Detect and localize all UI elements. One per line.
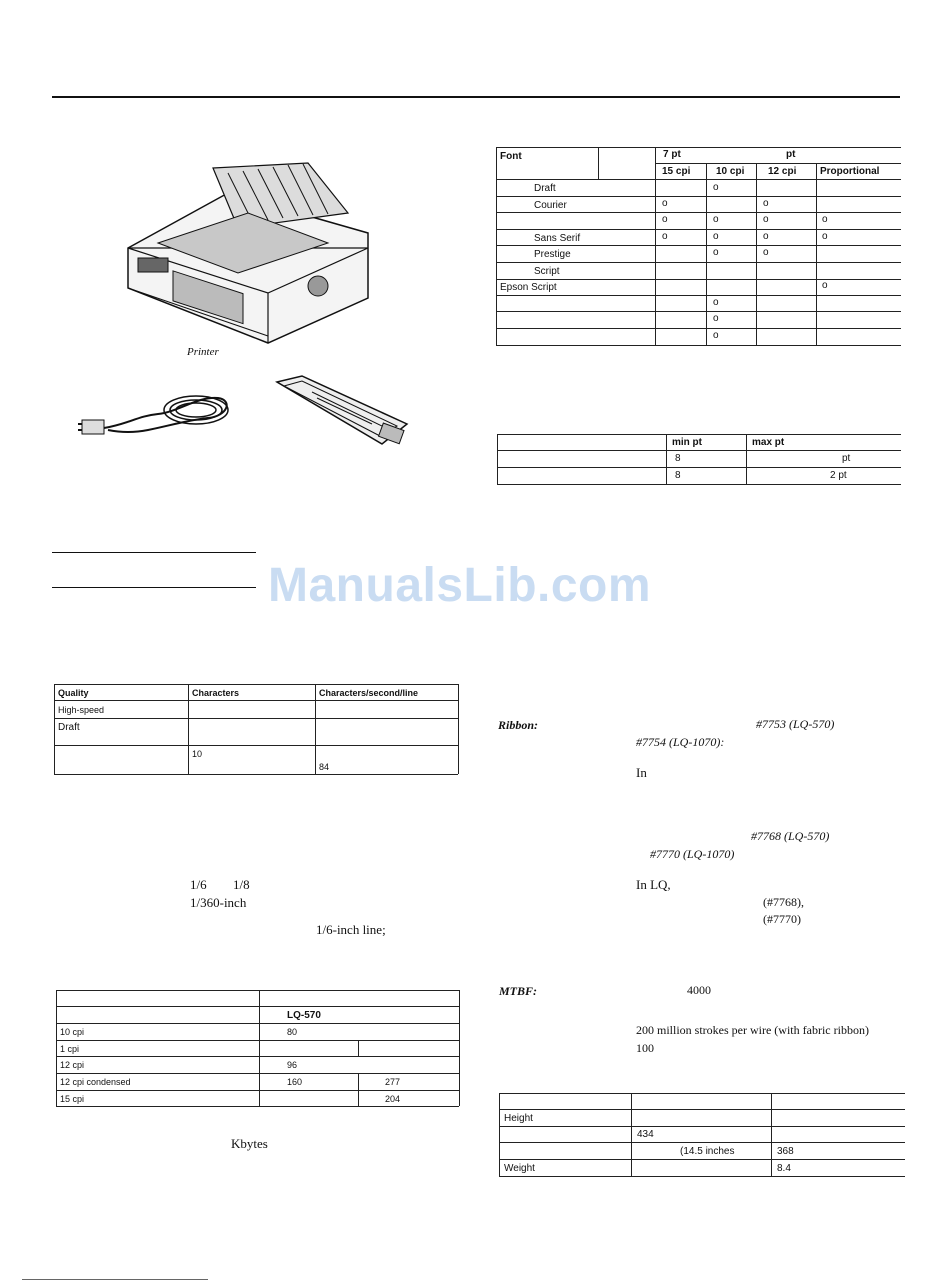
ribbon-cartridge-illustration: [272, 374, 412, 448]
font-row-mark: o: [713, 330, 719, 341]
quality-header: Quality: [58, 688, 89, 698]
mtbf-hours: 4000: [687, 983, 711, 997]
font-row-name: Courier: [534, 200, 567, 211]
print-head-life: 200 million strokes per wire (with fabric ribbon): [636, 1023, 869, 1037]
font-subheader-15cpi: 15 cpi: [662, 166, 691, 177]
printer-caption: Printer: [187, 346, 219, 358]
font-7pt-header: 7 pt: [663, 149, 681, 160]
ribbon-part-number: #7770 (LQ-1070): [650, 847, 735, 861]
columns-row-label: 1 cpi: [60, 1044, 80, 1054]
dimension-label: Height: [504, 1113, 533, 1124]
ribbon-text: In LQ,: [636, 877, 671, 892]
quality-row-speed: 84: [319, 762, 330, 772]
columns-row-value: 204: [385, 1094, 401, 1104]
ribbon-part-number: #7754 (LQ-1070):: [636, 735, 725, 749]
min-pt-header: min pt: [672, 437, 702, 448]
ribbon-part-number: #7753 (LQ-570): [756, 717, 835, 731]
font-row-name: Sans Serif: [534, 233, 581, 244]
section-rule-2: [52, 587, 256, 588]
ribbon-part-number: (#7768),: [763, 895, 804, 909]
life-value: 100: [636, 1041, 654, 1055]
font-row-mark: o: [662, 214, 668, 225]
power-cord-illustration: [78, 386, 238, 446]
columns-row-label: 15 cpi: [60, 1094, 85, 1104]
dimension-value: (14.5 inches: [680, 1146, 735, 1157]
font-row-mark: o: [713, 231, 719, 242]
columns-row-label: 10 cpi: [60, 1027, 85, 1037]
line-spacing-value: 1/6: [190, 877, 207, 892]
font-subheader-12cpi: 12 cpi: [768, 166, 797, 177]
dimension-value: 368: [777, 1146, 794, 1157]
columns-row-value: 277: [385, 1077, 401, 1087]
dimension-value: 434: [637, 1129, 654, 1140]
columns-row-value: 160: [287, 1077, 303, 1087]
characters-header: Characters: [192, 688, 240, 698]
section-rule-1: [52, 552, 256, 553]
font-row-mark: o: [763, 231, 769, 242]
columns-subheader: LQ-570: [287, 1010, 321, 1021]
font-row-name: Prestige: [534, 249, 571, 260]
header-rule: [52, 96, 900, 98]
printer-illustration: [118, 158, 378, 348]
font-row-mark: o: [662, 231, 668, 242]
quality-row-label: High-speed: [58, 705, 105, 715]
point-row-min: 8: [675, 453, 681, 464]
ribbon-part-number: #7768 (LQ-570): [751, 829, 830, 843]
font-subheader-proportional: Proportional: [820, 166, 880, 177]
font-row-mark: o: [713, 247, 719, 258]
watermark: ManualsLib.com: [268, 559, 652, 612]
ribbon-part-number: (#7770): [763, 912, 801, 926]
font-row-mark: o: [662, 198, 668, 209]
line-spacing-default: 1/6-inch line;: [316, 922, 386, 937]
dimension-label: Weight: [504, 1163, 535, 1174]
font-row-mark: o: [713, 182, 719, 193]
font-row-mark: o: [713, 214, 719, 225]
quality-row-label: Draft: [58, 722, 80, 733]
columns-row-value: 96: [287, 1060, 298, 1070]
font-row-mark: o: [713, 297, 719, 308]
dimension-value: 8.4: [777, 1163, 791, 1174]
footer-rule: [22, 1279, 208, 1280]
font-pt-header: pt: [786, 149, 796, 160]
font-row-mark: o: [763, 214, 769, 225]
font-row-name: Script: [534, 266, 560, 277]
columns-row-value: 80: [287, 1027, 298, 1037]
font-row-mark: o: [763, 198, 769, 209]
buffer-unit: Kbytes: [231, 1136, 268, 1151]
font-row-mark: o: [763, 247, 769, 258]
font-row-name: Draft: [534, 183, 556, 194]
font-row-mark: o: [713, 313, 719, 324]
columns-row-label: 12 cpi: [60, 1060, 85, 1070]
font-header: Font: [500, 151, 522, 162]
ribbon-label: Ribbon:: [498, 718, 539, 732]
font-row-mark: o: [822, 231, 828, 242]
quality-row-characters: 10: [192, 749, 203, 759]
font-row-mark: o: [822, 280, 828, 291]
point-row-max: 2 pt: [830, 470, 847, 481]
speed-header: Characters/second/line: [319, 688, 419, 698]
line-spacing-increment: 1/360-inch: [190, 895, 247, 910]
line-spacing-value: 1/8: [233, 877, 250, 892]
point-row-max: pt: [842, 453, 851, 464]
columns-row-label: 12 cpi condensed: [60, 1077, 131, 1087]
font-row-mark: o: [822, 214, 828, 225]
max-pt-header: max pt: [752, 437, 785, 448]
point-row-min: 8: [675, 470, 681, 481]
font-row-name: Epson Script: [500, 282, 557, 293]
ribbon-text: In: [636, 765, 647, 780]
mtbf-label: MTBF:: [499, 984, 538, 998]
font-subheader-10cpi: 10 cpi: [716, 166, 745, 177]
